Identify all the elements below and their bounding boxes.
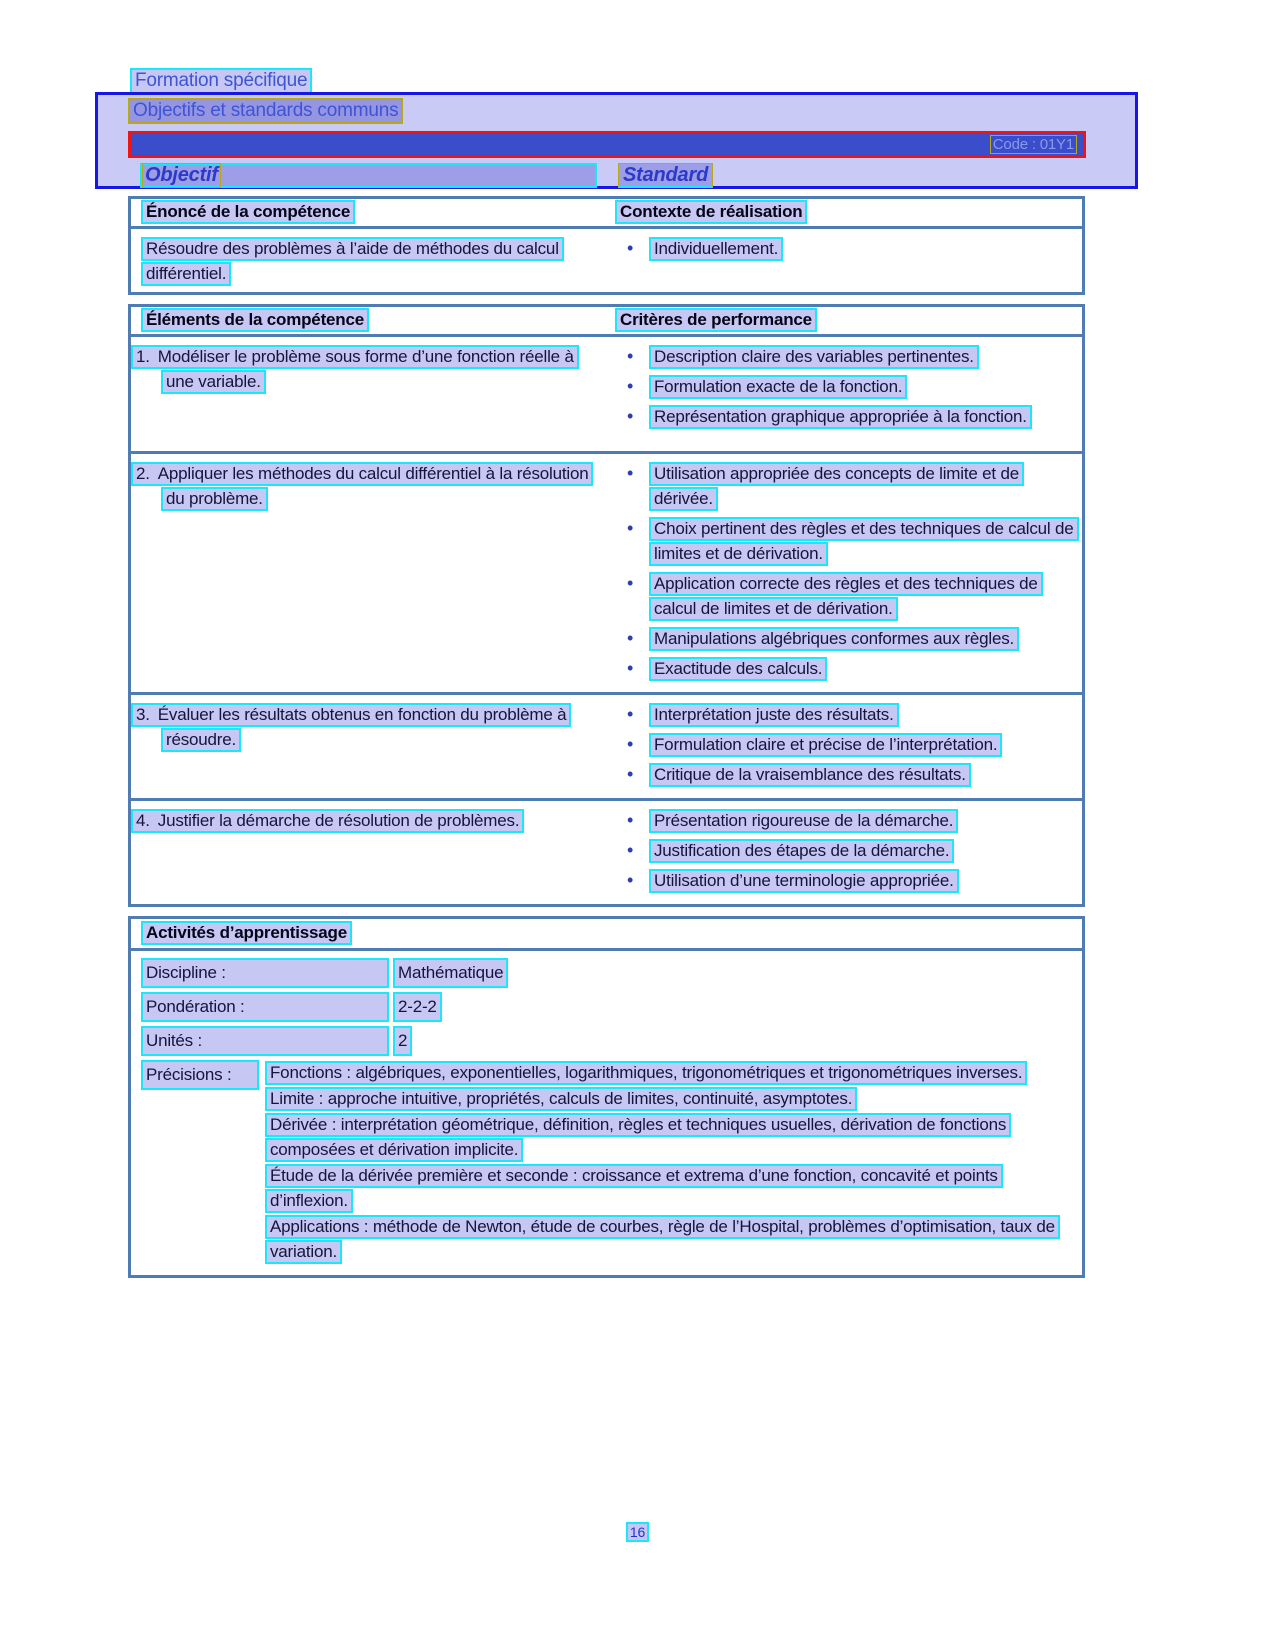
element-text: 4. Justifier la démarche de résolution de problèmes. <box>131 809 524 833</box>
code-bar <box>128 131 1086 158</box>
table-row <box>131 337 1082 451</box>
table-header-row <box>131 199 1082 229</box>
field-label: Discipline : <box>141 958 389 988</box>
precision-item-text: Fonctions : algébriques, exponentielles, logarithmiques, trigonométriques et trigonométriques inverses. <box>265 1061 1027 1085</box>
criteria-list <box>623 344 1078 429</box>
list-item <box>623 868 1078 893</box>
header-cell-right <box>605 310 1082 330</box>
list-item <box>623 344 1078 369</box>
page-number <box>0 1524 1275 1540</box>
field-value: 2-2-2 <box>393 992 442 1022</box>
list-item-text: Formulation exacte de la fonction. <box>649 375 907 399</box>
list-item <box>623 808 1078 833</box>
header-text: Contexte de réalisation <box>615 200 807 224</box>
list-item-text: Description claire des variables pertinentes. <box>649 345 979 369</box>
field-row-unites <box>141 1026 1072 1056</box>
criteria-cell <box>605 808 1082 898</box>
objectif-column-title-bar <box>140 163 597 188</box>
precision-item <box>265 1163 1072 1213</box>
list-item <box>623 571 1078 621</box>
table-header-row <box>131 307 1082 337</box>
section-heading-formation <box>130 70 312 92</box>
element-cell <box>131 461 605 686</box>
elements-criteria-table <box>128 304 1085 907</box>
list-item-text: Individuellement. <box>649 237 783 261</box>
field-label: Précisions : <box>141 1060 259 1090</box>
criteria-list <box>623 808 1078 893</box>
competence-statement-table <box>128 196 1085 295</box>
objectives-header-box <box>95 92 1138 189</box>
field-label: Unités : <box>141 1026 389 1056</box>
heading-text: Objectifs et standards communs <box>128 98 403 124</box>
section-heading-objectifs <box>128 100 403 122</box>
list-item <box>623 838 1078 863</box>
list-item-text: Critique de la vraisemblance des résultats. <box>649 763 971 787</box>
list-item-text: Application correcte des règles et des techniques de calcul de limites et de dérivation. <box>649 572 1043 621</box>
page-number-text: 16 <box>626 1522 649 1542</box>
table-row <box>131 229 1082 292</box>
objectif-column-title: Objectif <box>142 163 221 188</box>
header-cell-left <box>131 310 605 330</box>
element-cell <box>131 344 605 445</box>
field-row-precisions <box>141 1060 1072 1265</box>
statement-text: Résoudre des problèmes à l’aide de méthodes du calcul différentiel. <box>141 237 564 286</box>
table-row <box>131 692 1082 798</box>
list-item <box>623 404 1078 429</box>
list-item-text: Utilisation d’une terminologie appropriée. <box>649 869 959 893</box>
precision-item-text: Étude de la dérivée première et seconde : croissance et extrema d’une fonction, concavité et points d’inflexion. <box>265 1164 1003 1213</box>
field-value: 2 <box>393 1026 412 1056</box>
criteria-list <box>623 461 1078 681</box>
element-cell <box>131 808 605 898</box>
header-cell-left <box>131 202 605 222</box>
list-item <box>623 732 1078 757</box>
precision-item-text: Dérivée : interprétation géométrique, définition, règles et techniques usuelles, dérivation de fonctions composées et dérivation implicite. <box>265 1113 1011 1162</box>
table-row <box>131 451 1082 692</box>
list-item <box>623 236 1078 261</box>
field-row-ponderation <box>141 992 1072 1022</box>
learning-activities-table <box>128 916 1085 1278</box>
list-item-text: Manipulations algébriques conformes aux règles. <box>649 627 1019 651</box>
table-row <box>131 798 1082 904</box>
precision-item-text: Limite : approche intuitive, propriétés, calculs de limites, continuité, asymptotes. <box>265 1087 857 1111</box>
element-cell <box>131 702 605 792</box>
list-item <box>623 516 1078 566</box>
list-item-text: Exactitude des calculs. <box>649 657 827 681</box>
table-header-row <box>131 919 1082 951</box>
header-text: Activités d’apprentissage <box>141 921 352 945</box>
activities-title <box>131 923 1082 943</box>
header-text: Critères de performance <box>615 308 817 332</box>
list-item <box>623 702 1078 727</box>
list-item <box>623 374 1078 399</box>
list-item <box>623 762 1078 787</box>
element-text: 2. Appliquer les méthodes du calcul différentiel à la résolution du problème. <box>131 462 593 511</box>
field-label: Pondération : <box>141 992 389 1022</box>
list-item-text: Choix pertinent des règles et des techniques de calcul de limites et de dérivation. <box>649 517 1079 566</box>
list-item-text: Justification des étapes de la démarche. <box>649 839 954 863</box>
precision-item <box>265 1214 1072 1264</box>
criteria-cell <box>605 344 1082 445</box>
context-list <box>623 236 1078 261</box>
list-item-text: Formulation claire et précise de l’interprétation. <box>649 733 1002 757</box>
standard-column-title-bar <box>618 163 713 188</box>
precision-item <box>265 1112 1072 1162</box>
content-column <box>128 196 1085 1287</box>
heading-text: Formation spécifique <box>130 68 312 94</box>
precision-item <box>265 1060 1072 1085</box>
list-item <box>623 461 1078 511</box>
list-item <box>623 626 1078 651</box>
field-value: Mathématique <box>393 958 508 988</box>
list-item-text: Interprétation juste des résultats. <box>649 703 899 727</box>
header-text: Éléments de la compétence <box>141 308 369 332</box>
criteria-cell <box>605 702 1082 792</box>
criteria-list <box>623 702 1078 787</box>
criteria-cell <box>605 461 1082 686</box>
list-item <box>623 656 1078 681</box>
list-item-text: Représentation graphique appropriée à la fonction. <box>649 405 1032 429</box>
context-cell <box>605 236 1082 286</box>
precision-item <box>265 1086 1072 1111</box>
field-row-discipline <box>141 958 1072 988</box>
element-text: 3. Évaluer les résultats obtenus en fonction du problème à résoudre. <box>131 703 571 752</box>
code-label: Code : 01Y1 <box>990 135 1077 154</box>
element-text: 1. Modéliser le problème sous forme d’une fonction réelle à une variable. <box>131 345 579 394</box>
statement-cell <box>131 236 605 286</box>
precisions-text <box>265 1060 1072 1265</box>
header-text: Énoncé de la compétence <box>141 200 355 224</box>
standard-column-title: Standard <box>623 163 709 186</box>
header-cell-right <box>605 202 1082 222</box>
list-item-text: Présentation rigoureuse de la démarche. <box>649 809 958 833</box>
activities-body <box>131 951 1082 1275</box>
precision-item-text: Applications : méthode de Newton, étude de courbes, règle de l’Hospital, problèmes d’optimisation, taux de variation. <box>265 1215 1060 1264</box>
list-item-text: Utilisation appropriée des concepts de limite et de dérivée. <box>649 462 1024 511</box>
